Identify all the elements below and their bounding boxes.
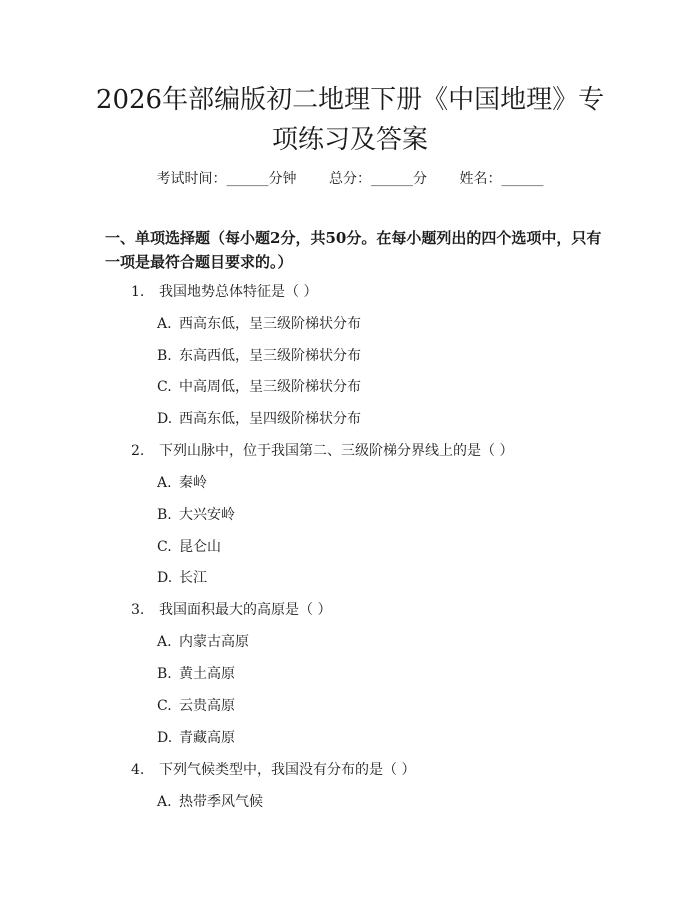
option-text: 内蒙古高原 <box>179 634 249 650</box>
option-text: 秦岭 <box>179 475 207 491</box>
section-heading: 一、单项选择题（每小题2分，共50分。在每小题列出的四个选项中，只有一项是最符合题目要求的。） <box>105 229 602 271</box>
option-text: 大兴安岭 <box>179 507 235 523</box>
option-2b <box>157 504 235 524</box>
option-text: 昆仑山 <box>179 539 221 555</box>
exam-info <box>0 168 700 188</box>
option-letter: D. <box>157 570 173 586</box>
option-text: 青藏高原 <box>179 730 235 746</box>
question-number: 1. <box>131 284 145 300</box>
student-name: 姓名：______ <box>459 171 544 187</box>
option-3a <box>157 631 249 651</box>
option-letter: A. <box>157 475 172 491</box>
option-text: 西高东低，呈四级阶梯状分布 <box>179 411 361 427</box>
total-score: 总分：______分 <box>329 171 427 187</box>
exam-time: 考试时间：______分钟 <box>156 171 297 187</box>
question-3 <box>131 599 331 619</box>
option-text: 热带季风气候 <box>179 794 263 810</box>
question-4 <box>131 759 415 779</box>
option-3b <box>157 663 235 683</box>
option-letter: D. <box>157 730 173 746</box>
option-letter: B. <box>157 348 172 364</box>
option-1b <box>157 345 361 365</box>
option-4a <box>157 791 263 811</box>
option-letter: C. <box>157 539 172 555</box>
title-line-1: 2026年部编版初二地理下册《中国地理》专 <box>95 85 605 115</box>
option-text: 西高东低，呈三级阶梯状分布 <box>179 316 361 332</box>
option-text: 黄土高原 <box>179 666 235 682</box>
question-text: 下列山脉中，位于我国第二、三级阶梯分界线上的是（ ） <box>159 443 514 459</box>
option-2a <box>157 472 207 492</box>
title-line-2: 项练习及答案 <box>271 125 428 155</box>
page-title <box>0 80 700 160</box>
option-letter: C. <box>157 379 172 395</box>
question-number: 4. <box>131 762 145 778</box>
question-number: 2. <box>131 443 145 459</box>
option-letter: A. <box>157 634 172 650</box>
option-1d <box>157 408 361 428</box>
question-text: 下列气候类型中，我国没有分布的是（ ） <box>159 762 416 778</box>
question-1 <box>131 281 317 301</box>
question-text: 我国地势总体特征是（ ） <box>159 284 318 300</box>
option-letter: A. <box>157 794 172 810</box>
option-letter: B. <box>157 507 172 523</box>
option-2d <box>157 567 207 587</box>
question-number: 3. <box>131 602 145 618</box>
option-text: 长江 <box>179 570 207 586</box>
question-text: 我国面积最大的高原是（ ） <box>159 602 332 618</box>
option-1c <box>157 376 361 396</box>
option-text: 东高西低，呈三级阶梯状分布 <box>179 348 361 364</box>
option-1a <box>157 313 361 333</box>
option-3d <box>157 727 235 747</box>
question-2 <box>131 440 513 460</box>
option-text: 云贵高原 <box>179 698 235 714</box>
option-letter: D. <box>157 411 173 427</box>
option-letter: C. <box>157 698 172 714</box>
option-letter: B. <box>157 666 172 682</box>
option-text: 中高周低，呈三级阶梯状分布 <box>179 379 361 395</box>
option-3c <box>157 695 235 715</box>
option-letter: A. <box>157 316 172 332</box>
option-2c <box>157 536 221 556</box>
